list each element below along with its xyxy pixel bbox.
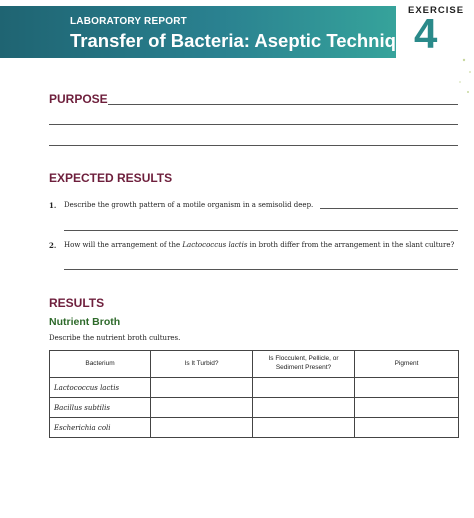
turbid-cell[interactable]: [151, 398, 253, 418]
flocculent-cell[interactable]: [253, 398, 355, 418]
question-text: How will the arrangement of the Lactococcus lactis in broth differ from the arrangement in the slant culture?: [64, 241, 455, 249]
answer-line[interactable]: [320, 208, 458, 209]
turbid-cell[interactable]: [151, 378, 253, 398]
table-row: [50, 398, 459, 418]
exercise-label: EXERCISE: [408, 5, 465, 16]
column-header-turbid: Is It Turbid?: [151, 351, 253, 378]
results-table: [49, 350, 459, 438]
banner-kicker: LABORATORY REPORT: [70, 16, 187, 27]
question-number: 1.: [49, 201, 57, 210]
answer-line[interactable]: [64, 269, 458, 270]
table-header-row: [50, 351, 459, 378]
purpose-answer-line[interactable]: [49, 145, 458, 146]
bacterium-name: Bacillus subtilis: [50, 398, 151, 418]
table-row: [50, 418, 459, 438]
expected-results-heading: EXPECTED RESULTS: [49, 171, 173, 185]
instruction-text: Describe the nutrient broth cultures.: [49, 334, 181, 342]
results-heading: RESULTS: [49, 296, 105, 310]
answer-line[interactable]: [64, 230, 458, 231]
table-row: [50, 378, 459, 398]
exercise-number: 4: [414, 10, 438, 57]
bacterium-name: Escherichia coli: [50, 418, 151, 438]
purpose-answer-line[interactable]: [49, 124, 458, 125]
flocculent-cell[interactable]: [253, 418, 355, 438]
column-header-pigment: Pigment: [355, 351, 459, 378]
flocculent-cell[interactable]: [253, 378, 355, 398]
question-number: 2.: [49, 241, 57, 250]
pigment-cell[interactable]: [355, 378, 459, 398]
report-banner: [0, 6, 418, 58]
pigment-cell[interactable]: [355, 398, 459, 418]
organism-name: Lactococcus lactis: [182, 241, 248, 249]
page-title: Transfer of Bacteria: Aseptic Technique: [70, 30, 418, 51]
column-header-bacterium: Bacterium: [50, 351, 151, 378]
question-text: Describe the growth pattern of a motile organism in a semisolid deep.: [64, 201, 314, 209]
column-header-flocculent: Is Flocculent, Pellicle, or Sediment Present?: [253, 351, 355, 378]
pigment-cell[interactable]: [355, 418, 459, 438]
purpose-heading: PURPOSE: [49, 92, 108, 106]
bacterium-name: Lactococcus lactis: [50, 378, 151, 398]
turbid-cell[interactable]: [151, 418, 253, 438]
nutrient-broth-heading: Nutrient Broth: [49, 316, 121, 328]
purpose-answer-line[interactable]: [108, 104, 458, 105]
decorative-dots-icon: [440, 20, 474, 100]
